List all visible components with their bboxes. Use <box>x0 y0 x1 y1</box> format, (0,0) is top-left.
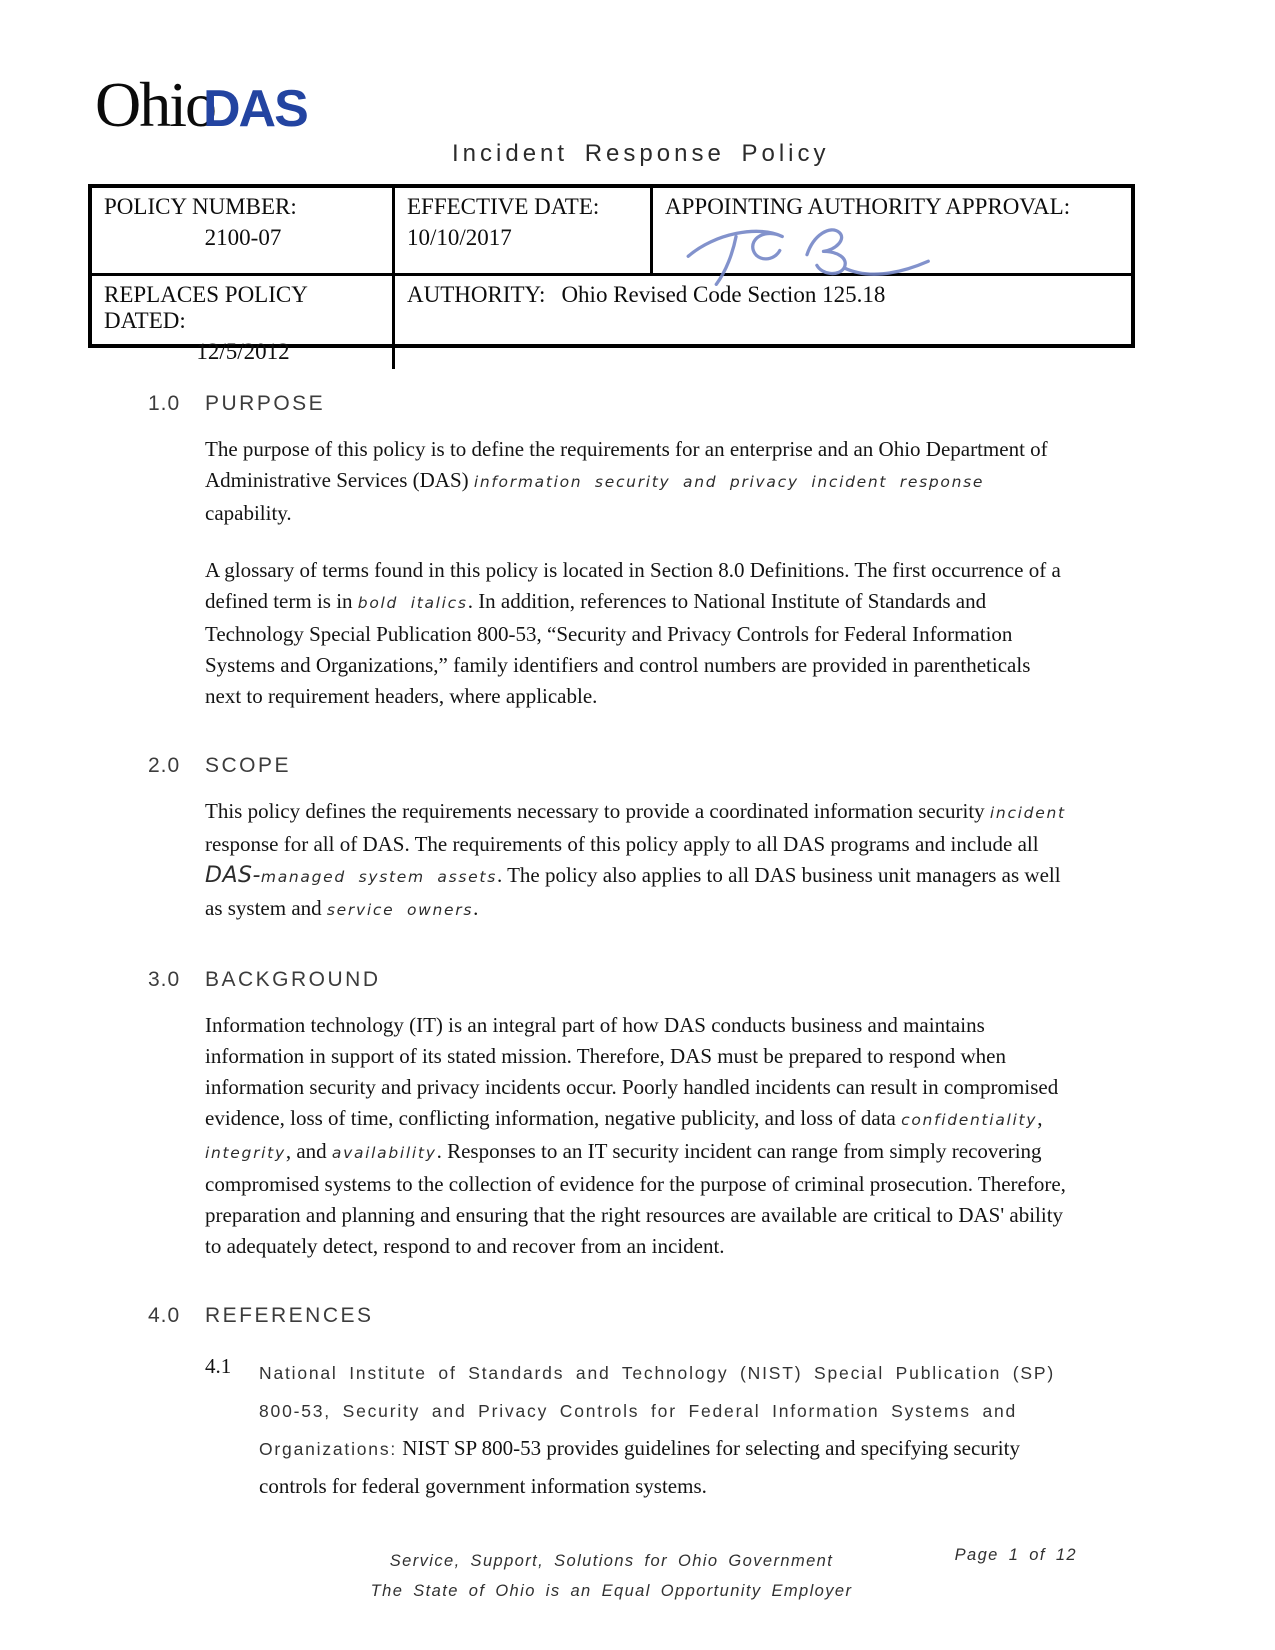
reference-text <box>259 1354 1069 1505</box>
ohio-das-logo <box>95 68 307 142</box>
policy-header-table <box>88 184 1135 364</box>
page-number: Page 1 of 12 <box>954 1546 1077 1564</box>
table-row <box>92 188 1131 276</box>
reference-item <box>205 1354 1070 1505</box>
replaces-policy-cell <box>92 276 395 369</box>
text-run-plain: , <box>1037 1106 1043 1130</box>
section-number: 1.0 <box>148 392 181 415</box>
text-run-plain: Information technology (IT) is an integral part of how DAS conducts business and maintains information in support of its stated mission. Therefore, DAS must be prepared to respond when information security and privacy incidents occur. Poorly handled incidents can result in compromised evidence, loss of time, conflicting information, negative publicity, and loss of data <box>205 1013 1059 1130</box>
paragraph <box>205 555 1071 712</box>
logo-ohio-text: Ohio <box>95 69 215 140</box>
paragraph <box>205 434 1071 529</box>
approval-label: APPOINTING AUTHORITY APPROVAL: <box>665 194 1071 219</box>
authority-label: AUTHORITY: <box>407 282 546 307</box>
text-run-plain: , and <box>285 1139 332 1163</box>
authority-cell <box>395 276 1131 369</box>
authority-value: Ohio Revised Code Section 125.18 <box>561 282 886 307</box>
section-heading-purpose <box>148 392 1070 416</box>
text-run-plain: A glossary of terms found in this policy is located in Section 8.0 Definitions. The first occurrence of a defined term is in <box>205 558 1061 613</box>
text-run-term-lead: DAS- <box>205 863 261 888</box>
section-title: SCOPE <box>205 754 292 777</box>
document-body <box>148 392 1070 1505</box>
effective-date-value: 10/10/2017 <box>407 225 512 250</box>
approval-cell <box>653 188 1131 273</box>
reference-number: 4.1 <box>205 1354 232 1378</box>
text-run-plain: . Responses to an IT security incident can range from simply recovering compromised systems to the collection of evidence for the purpose of criminal prosecution. Therefore, preparation and planning and ensuring that the right resources are available are critical to DAS' ability to adequately detect, respond to and recover from an incident. <box>205 1139 1066 1258</box>
section-heading-scope <box>148 754 1070 778</box>
section-heading-references <box>148 1304 1070 1328</box>
text-run-plain: response for all of DAS. The requirements of this policy apply to all DAS programs and include all <box>205 832 1039 856</box>
policy-number-cell <box>92 188 395 273</box>
text-run-term: information security and privacy incident response <box>473 473 985 491</box>
section-number: 3.0 <box>148 968 181 991</box>
page-title: Incident Response Policy <box>452 140 830 167</box>
text-run-term: availability <box>331 1144 437 1162</box>
policy-number-value: 2100-07 <box>204 225 282 250</box>
text-run-plain: NIST SP 800-53 provides guidelines for selecting and specifying security controls for federal government information systems. <box>259 1436 1020 1498</box>
text-run-ref: National Institute of Standards and Technology (NIST) Special Publication (SP) 800-53, Security and Privacy Controls for Federal Information Systems and Organizations: <box>259 1363 1055 1459</box>
section-title: BACKGROUND <box>205 968 381 991</box>
effective-date-cell <box>395 188 653 273</box>
text-run-plain: This policy defines the requirements necessary to provide a coordinated information security <box>205 799 990 823</box>
effective-date-label: EFFECTIVE DATE: <box>407 194 600 219</box>
policy-number-label: POLICY NUMBER: <box>104 194 297 219</box>
replaces-policy-value: 12/5/2012 <box>196 339 290 364</box>
replaces-policy-label: REPLACES POLICY DATED: <box>104 282 307 333</box>
text-run-plain: The purpose of this policy is to define the requirements for an enterprise and an Ohio Department of Administrative Services (DAS) <box>205 437 1048 492</box>
logo-das-text: DAS <box>203 80 307 138</box>
footer-line-2: The State of Ohio is an Equal Opportunity Employer <box>370 1582 853 1600</box>
text-run-plain: . The policy also applies to all DAS business unit managers as well as system and <box>205 863 1061 920</box>
section-heading-background <box>148 968 1070 992</box>
text-run-term: incident <box>989 804 1066 822</box>
text-run-term: managed system assets <box>260 868 497 886</box>
table-row <box>92 276 1131 364</box>
text-run-plain: . In addition, references to National Institute of Standards and Technology Special Publication 800-53, “Security and Privacy Controls for Federal Information Systems and Organizations,” family identifiers and control numbers are provided in parentheticals next to requirement headers, where applicable. <box>205 589 1031 708</box>
section-number: 4.0 <box>148 1304 181 1327</box>
paragraph <box>205 1010 1071 1262</box>
section-number: 2.0 <box>148 754 181 777</box>
page-footer <box>88 1546 1135 1606</box>
text-run-plain: . <box>473 896 479 920</box>
section-title: REFERENCES <box>205 1304 374 1327</box>
text-run-term: confidentiality <box>901 1111 1038 1129</box>
text-run-term: service owners <box>326 901 474 919</box>
section-title: PURPOSE <box>205 392 326 415</box>
text-run-plain: capability. <box>205 501 292 525</box>
footer-line-1: Service, Support, Solutions for Ohio Government <box>389 1552 834 1570</box>
paragraph <box>205 796 1071 926</box>
text-run-term: integrity <box>205 1144 286 1162</box>
text-run-term: bold italics <box>357 594 468 612</box>
